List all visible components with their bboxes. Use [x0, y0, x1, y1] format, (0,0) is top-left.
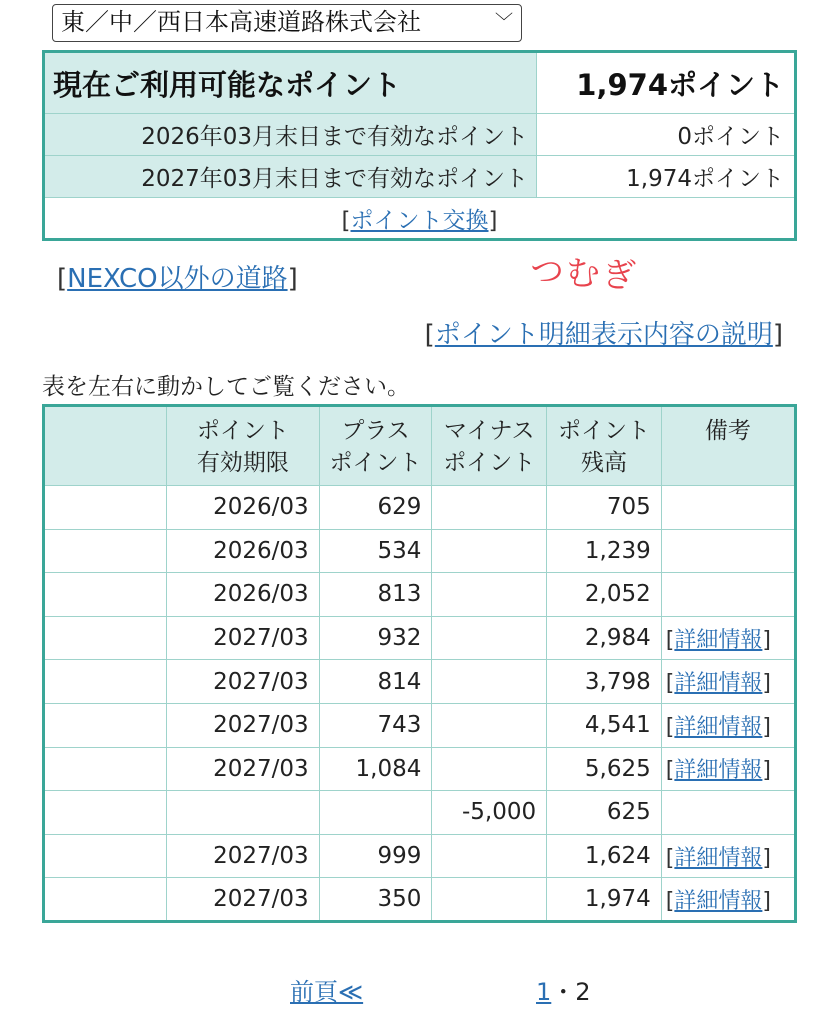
- cell-expiry: [167, 791, 320, 835]
- header-minus: マイナス ポイント: [432, 406, 547, 486]
- detail-info-link[interactable]: 詳細情報: [674, 758, 763, 784]
- history-row: [44, 529, 796, 573]
- cell-expiry: 2027/03: [167, 834, 320, 878]
- scroll-instruction: 表を左右に動かしてご覧ください。: [42, 374, 410, 400]
- cell-balance: 1,239: [547, 529, 662, 573]
- cell-balance: 5,625: [547, 747, 662, 791]
- cell-blank: [44, 791, 167, 835]
- cell-plus: 999: [319, 834, 432, 878]
- cell-plus: 813: [319, 573, 432, 617]
- header-expiry: ポイント 有効期限: [167, 406, 320, 486]
- point-history-table: [42, 404, 797, 923]
- cell-blank: [44, 878, 167, 922]
- cell-plus: [319, 791, 432, 835]
- history-row: [44, 878, 796, 922]
- cell-minus: [432, 747, 547, 791]
- cell-expiry: 2027/03: [167, 660, 320, 704]
- header-blank: [44, 406, 167, 486]
- cell-plus: 814: [319, 660, 432, 704]
- history-row: [44, 486, 796, 530]
- history-row: [44, 616, 796, 660]
- page-1-link[interactable]: 1: [536, 978, 552, 1006]
- cell-plus: 743: [319, 703, 432, 747]
- available-points-label: 現在ご利用可能なポイント: [44, 52, 537, 114]
- cell-plus: 932: [319, 616, 432, 660]
- cell-plus: 1,084: [319, 747, 432, 791]
- pager: [536, 972, 591, 1007]
- history-header-row: [44, 406, 796, 486]
- cell-blank: [44, 616, 167, 660]
- company-select-value: 東／中／西日本高速道路株式会社: [61, 8, 421, 36]
- cell-notes: [661, 529, 795, 573]
- available-points-value: 1,974ポイント: [537, 52, 796, 114]
- expiry-2026-label: 2026年03月末日まで有効なポイント: [44, 114, 537, 156]
- nexco-other-roads: [NEXCO以外の道路]: [57, 264, 298, 294]
- cell-notes: [詳細情報]: [661, 660, 795, 704]
- expiry-2027-label: 2027年03月末日まで有効なポイント: [44, 156, 537, 198]
- cell-minus: [432, 660, 547, 704]
- cell-balance: 3,798: [547, 660, 662, 704]
- cell-notes: [詳細情報]: [661, 703, 795, 747]
- cell-minus: [432, 703, 547, 747]
- cell-notes: [661, 573, 795, 617]
- cell-minus: [432, 834, 547, 878]
- cell-minus: [432, 878, 547, 922]
- detail-info-link[interactable]: 詳細情報: [674, 714, 763, 740]
- cell-plus: 629: [319, 486, 432, 530]
- point-explanation-link[interactable]: ポイント明細表示内容の説明: [434, 320, 773, 350]
- cell-plus: 534: [319, 529, 432, 573]
- expiry-2027-value: 1,974ポイント: [537, 156, 796, 198]
- pager-separator: ・: [551, 978, 576, 1006]
- history-row: [44, 834, 796, 878]
- chevron-down-icon: ﹀: [495, 12, 513, 33]
- cell-notes: [詳細情報]: [661, 747, 795, 791]
- cell-blank: [44, 703, 167, 747]
- prev-page-link[interactable]: 前頁≪: [290, 978, 364, 1006]
- cell-expiry: 2026/03: [167, 529, 320, 573]
- cell-plus: 350: [319, 878, 432, 922]
- cell-balance: 4,541: [547, 703, 662, 747]
- cell-blank: [44, 660, 167, 704]
- cell-expiry: 2026/03: [167, 573, 320, 617]
- header-balance: ポイント 残高: [547, 406, 662, 486]
- point-exchange-cell: [ポイント交換]: [44, 198, 796, 240]
- detail-info-link[interactable]: 詳細情報: [674, 888, 763, 914]
- point-explanation: [ポイント明細表示内容の説明]: [424, 320, 783, 350]
- cell-blank: [44, 529, 167, 573]
- detail-info-link[interactable]: 詳細情報: [674, 845, 763, 871]
- history-row: [44, 791, 796, 835]
- header-plus: プラス ポイント: [319, 406, 432, 486]
- history-row: [44, 747, 796, 791]
- cell-blank: [44, 747, 167, 791]
- cell-balance: 625: [547, 791, 662, 835]
- cell-balance: 705: [547, 486, 662, 530]
- cell-notes: [詳細情報]: [661, 834, 795, 878]
- cell-notes: [詳細情報]: [661, 878, 795, 922]
- cell-minus: [432, 573, 547, 617]
- cell-notes: [661, 486, 795, 530]
- nexco-other-roads-link[interactable]: NEXCO以外の道路: [67, 264, 288, 294]
- company-select[interactable]: [52, 4, 522, 42]
- cell-minus: [432, 616, 547, 660]
- cell-notes: [詳細情報]: [661, 616, 795, 660]
- cell-balance: 2,984: [547, 616, 662, 660]
- detail-info-link[interactable]: 詳細情報: [674, 671, 763, 697]
- expiry-2026-value: 0ポイント: [537, 114, 796, 156]
- history-row: [44, 573, 796, 617]
- cell-blank: [44, 834, 167, 878]
- history-row: [44, 703, 796, 747]
- header-notes: 備考: [661, 406, 795, 486]
- cell-minus: -5,000: [432, 791, 547, 835]
- history-row: [44, 660, 796, 704]
- cell-balance: 1,974: [547, 878, 662, 922]
- cell-expiry: 2027/03: [167, 878, 320, 922]
- cell-balance: 1,624: [547, 834, 662, 878]
- cell-expiry: 2027/03: [167, 616, 320, 660]
- cell-minus: [432, 529, 547, 573]
- handwritten-note: つむぎ: [528, 251, 639, 297]
- cell-expiry: 2027/03: [167, 747, 320, 791]
- cell-expiry: 2026/03: [167, 486, 320, 530]
- cell-notes: [661, 791, 795, 835]
- detail-info-link[interactable]: 詳細情報: [674, 627, 763, 653]
- cell-blank: [44, 573, 167, 617]
- cell-minus: [432, 486, 547, 530]
- point-exchange-link[interactable]: ポイント交換: [350, 207, 489, 234]
- cell-balance: 2,052: [547, 573, 662, 617]
- cell-expiry: 2027/03: [167, 703, 320, 747]
- page-2: 2: [575, 978, 591, 1006]
- cell-blank: [44, 486, 167, 530]
- points-summary-table: [42, 50, 797, 241]
